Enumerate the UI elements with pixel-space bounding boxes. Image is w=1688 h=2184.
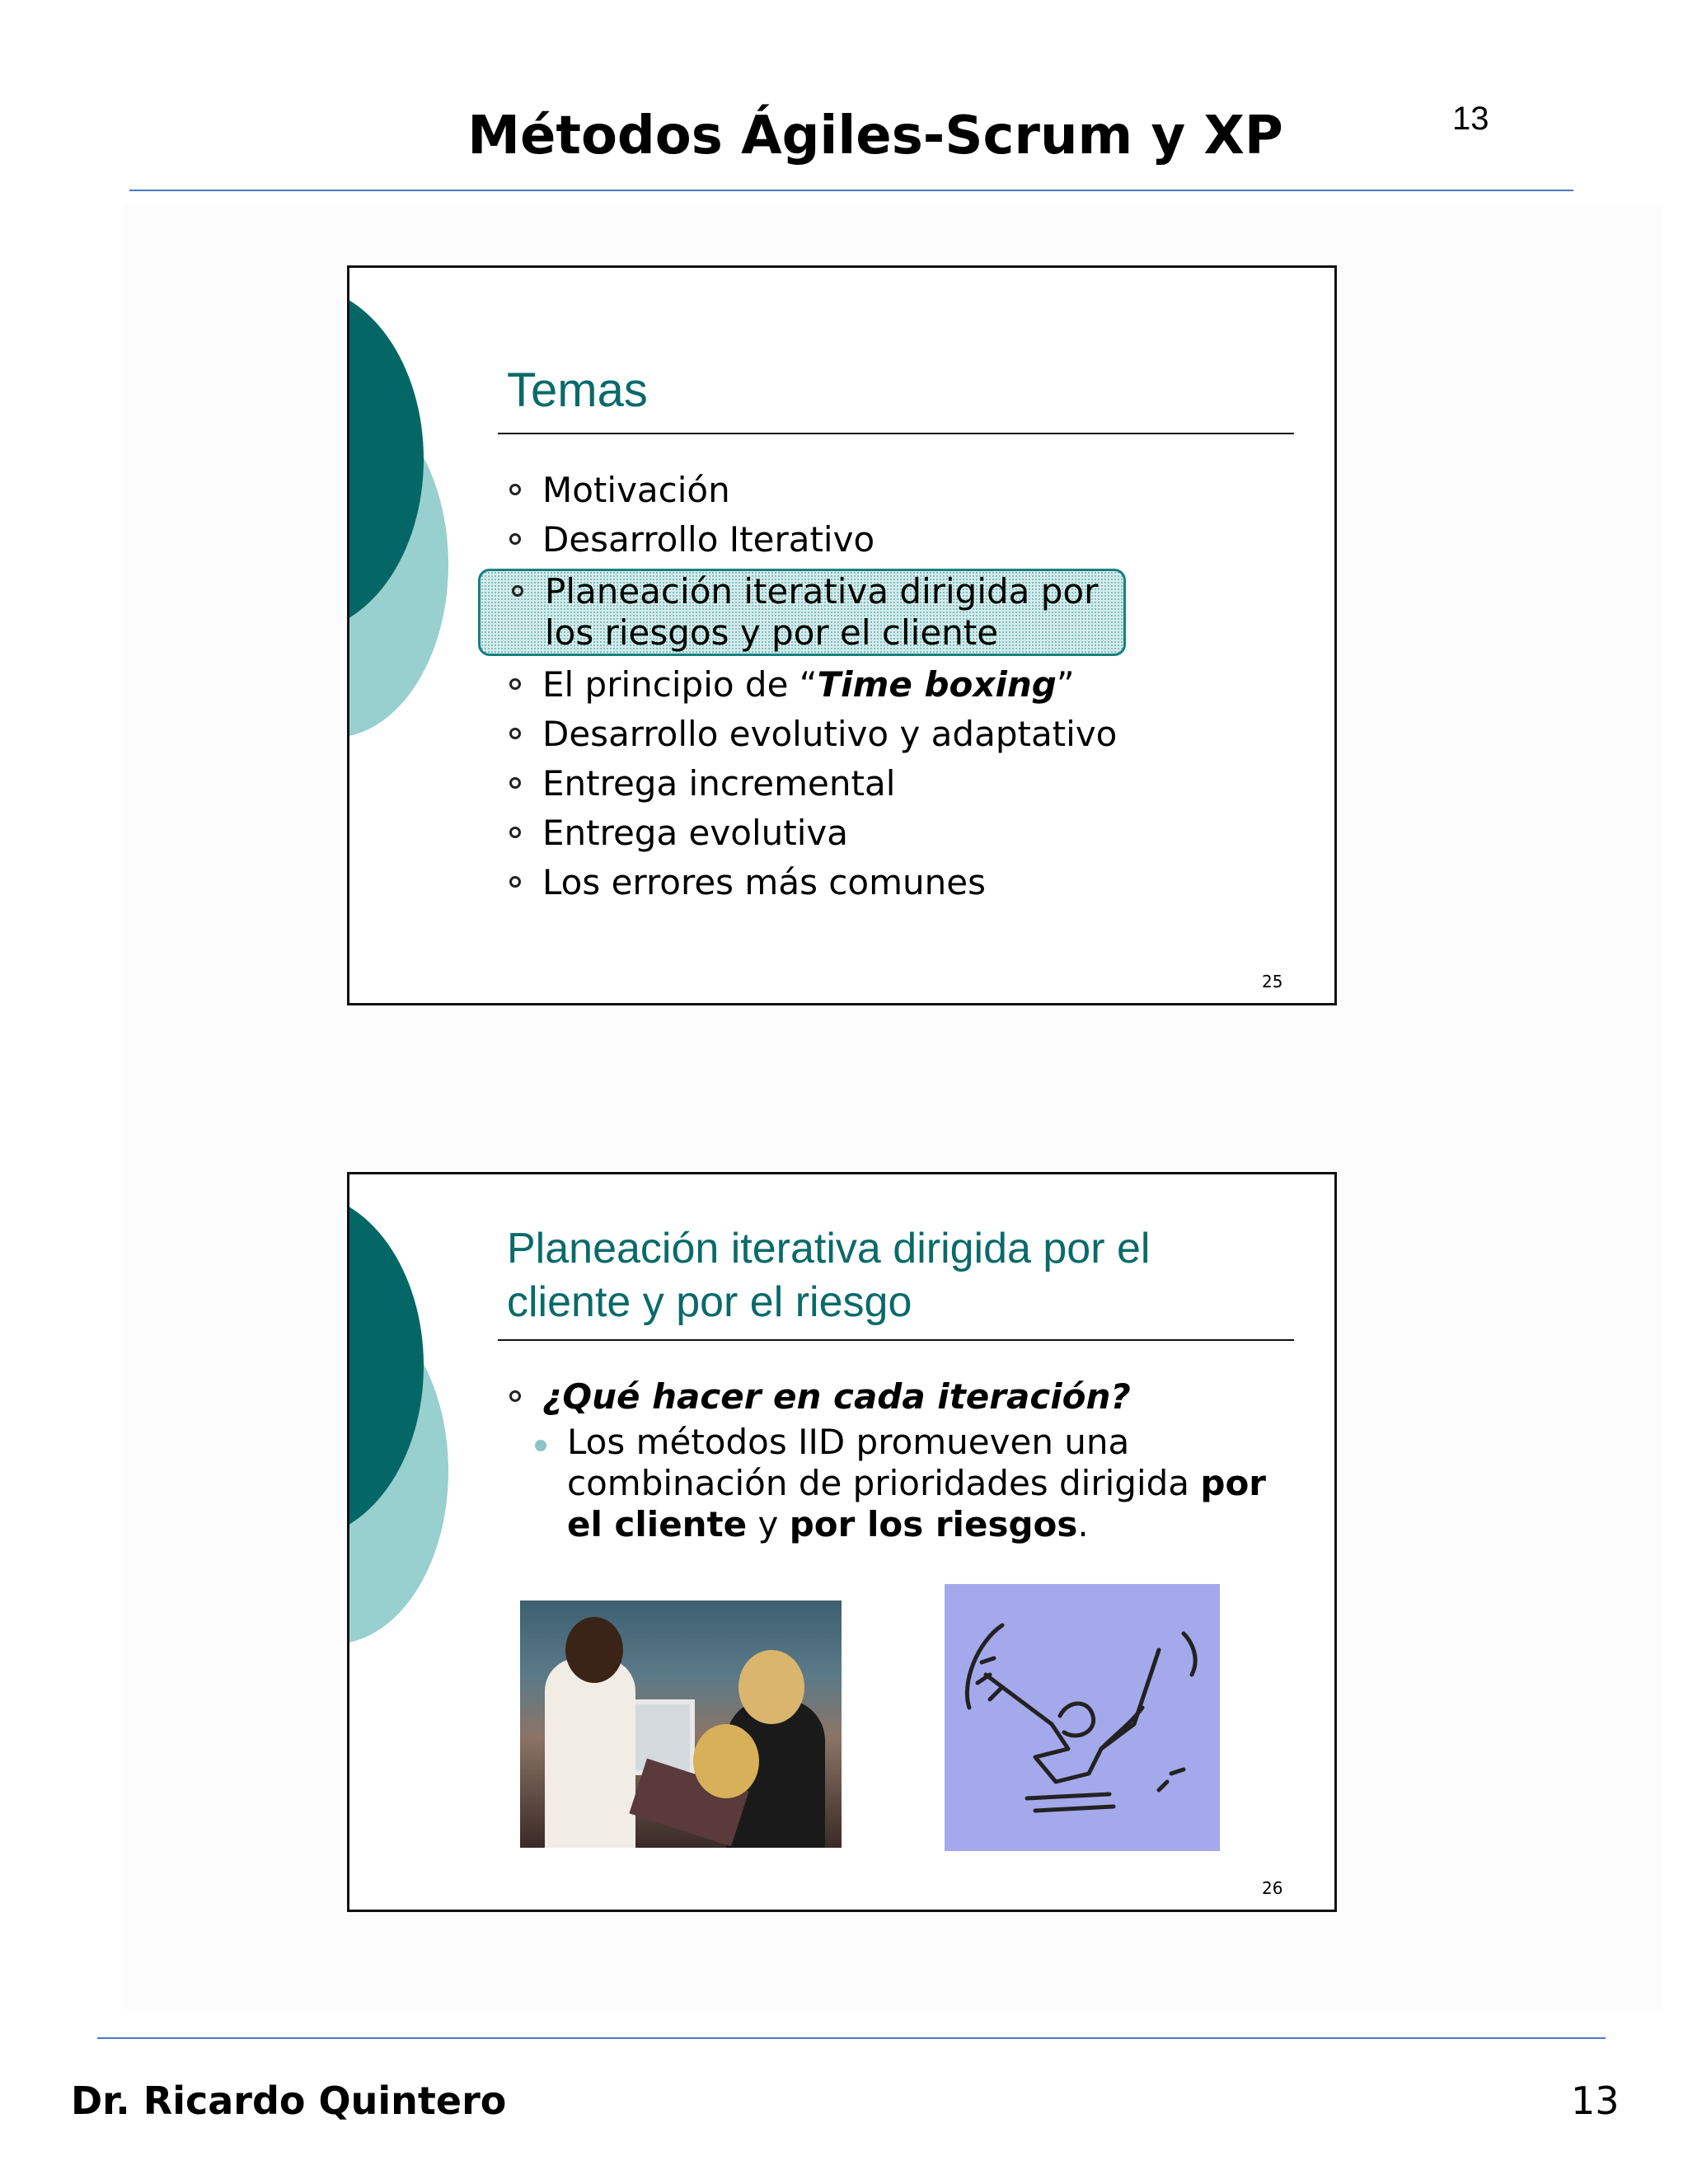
- list-item-highlighted: Planeación iterativa dirigida por los riesgos y por el cliente: [478, 569, 1126, 656]
- slide-number: 25: [1262, 972, 1283, 991]
- bullet-circle-icon: [509, 678, 521, 690]
- slide-title: Temas: [507, 363, 648, 417]
- sub-bullet: Los métodos IID promueven una combinación de prioridades dirigida por el cliente y por los riesgos.: [567, 1422, 1292, 1545]
- list-item: Motivación: [506, 470, 1248, 511]
- bullet-circle-icon: [509, 876, 521, 888]
- title-rule: [498, 1339, 1294, 1341]
- footer-rule: [97, 2037, 1606, 2039]
- emphasis-text: Time boxing: [817, 664, 1057, 705]
- bullet-circle-icon: [509, 728, 521, 739]
- list-item: El principio de “Time boxing”: [506, 664, 1248, 705]
- list-item-question: ¿Qué hacer en cada iteración?: [506, 1376, 1297, 1418]
- bullet-circle-icon: [509, 484, 521, 495]
- header-rule: [129, 190, 1573, 191]
- footer-page-number: 13: [1571, 2079, 1620, 2123]
- slide-title: Planeación iterativa dirigida por el cliente y por el riesgo: [507, 1225, 1151, 1326]
- title-rule: [498, 433, 1294, 434]
- clipart-falling-figure: [945, 1584, 1220, 1851]
- page-header-title: Métodos Ágiles-Scrum y XP: [467, 105, 1283, 166]
- list-item: Entrega incremental: [506, 763, 1248, 804]
- slide-26: [347, 1172, 1337, 1912]
- list-item: Los errores más comunes: [506, 862, 1248, 903]
- topic-list: [506, 470, 1248, 912]
- list-item: Desarrollo Iterativo: [506, 519, 1248, 560]
- bullet-circle-icon: [509, 1390, 521, 1402]
- bullet-circle-icon: [512, 585, 523, 597]
- bullet-circle-icon: [509, 827, 521, 838]
- footer-author: Dr. Ricardo Quintero: [71, 2079, 507, 2123]
- list-item: Entrega evolutiva: [506, 813, 1248, 854]
- slide-number: 26: [1262, 1878, 1283, 1898]
- bullet-circle-icon: [509, 533, 521, 545]
- bullet-circle-icon: [509, 777, 521, 789]
- bullet-dot-icon: [535, 1440, 546, 1451]
- photo-client-meeting: [520, 1601, 842, 1848]
- list-item: Desarrollo evolutivo y adaptativo: [506, 714, 1248, 755]
- header-page-number: 13: [1452, 101, 1489, 137]
- slide-25: [347, 265, 1337, 1005]
- question-list: [506, 1376, 1297, 1418]
